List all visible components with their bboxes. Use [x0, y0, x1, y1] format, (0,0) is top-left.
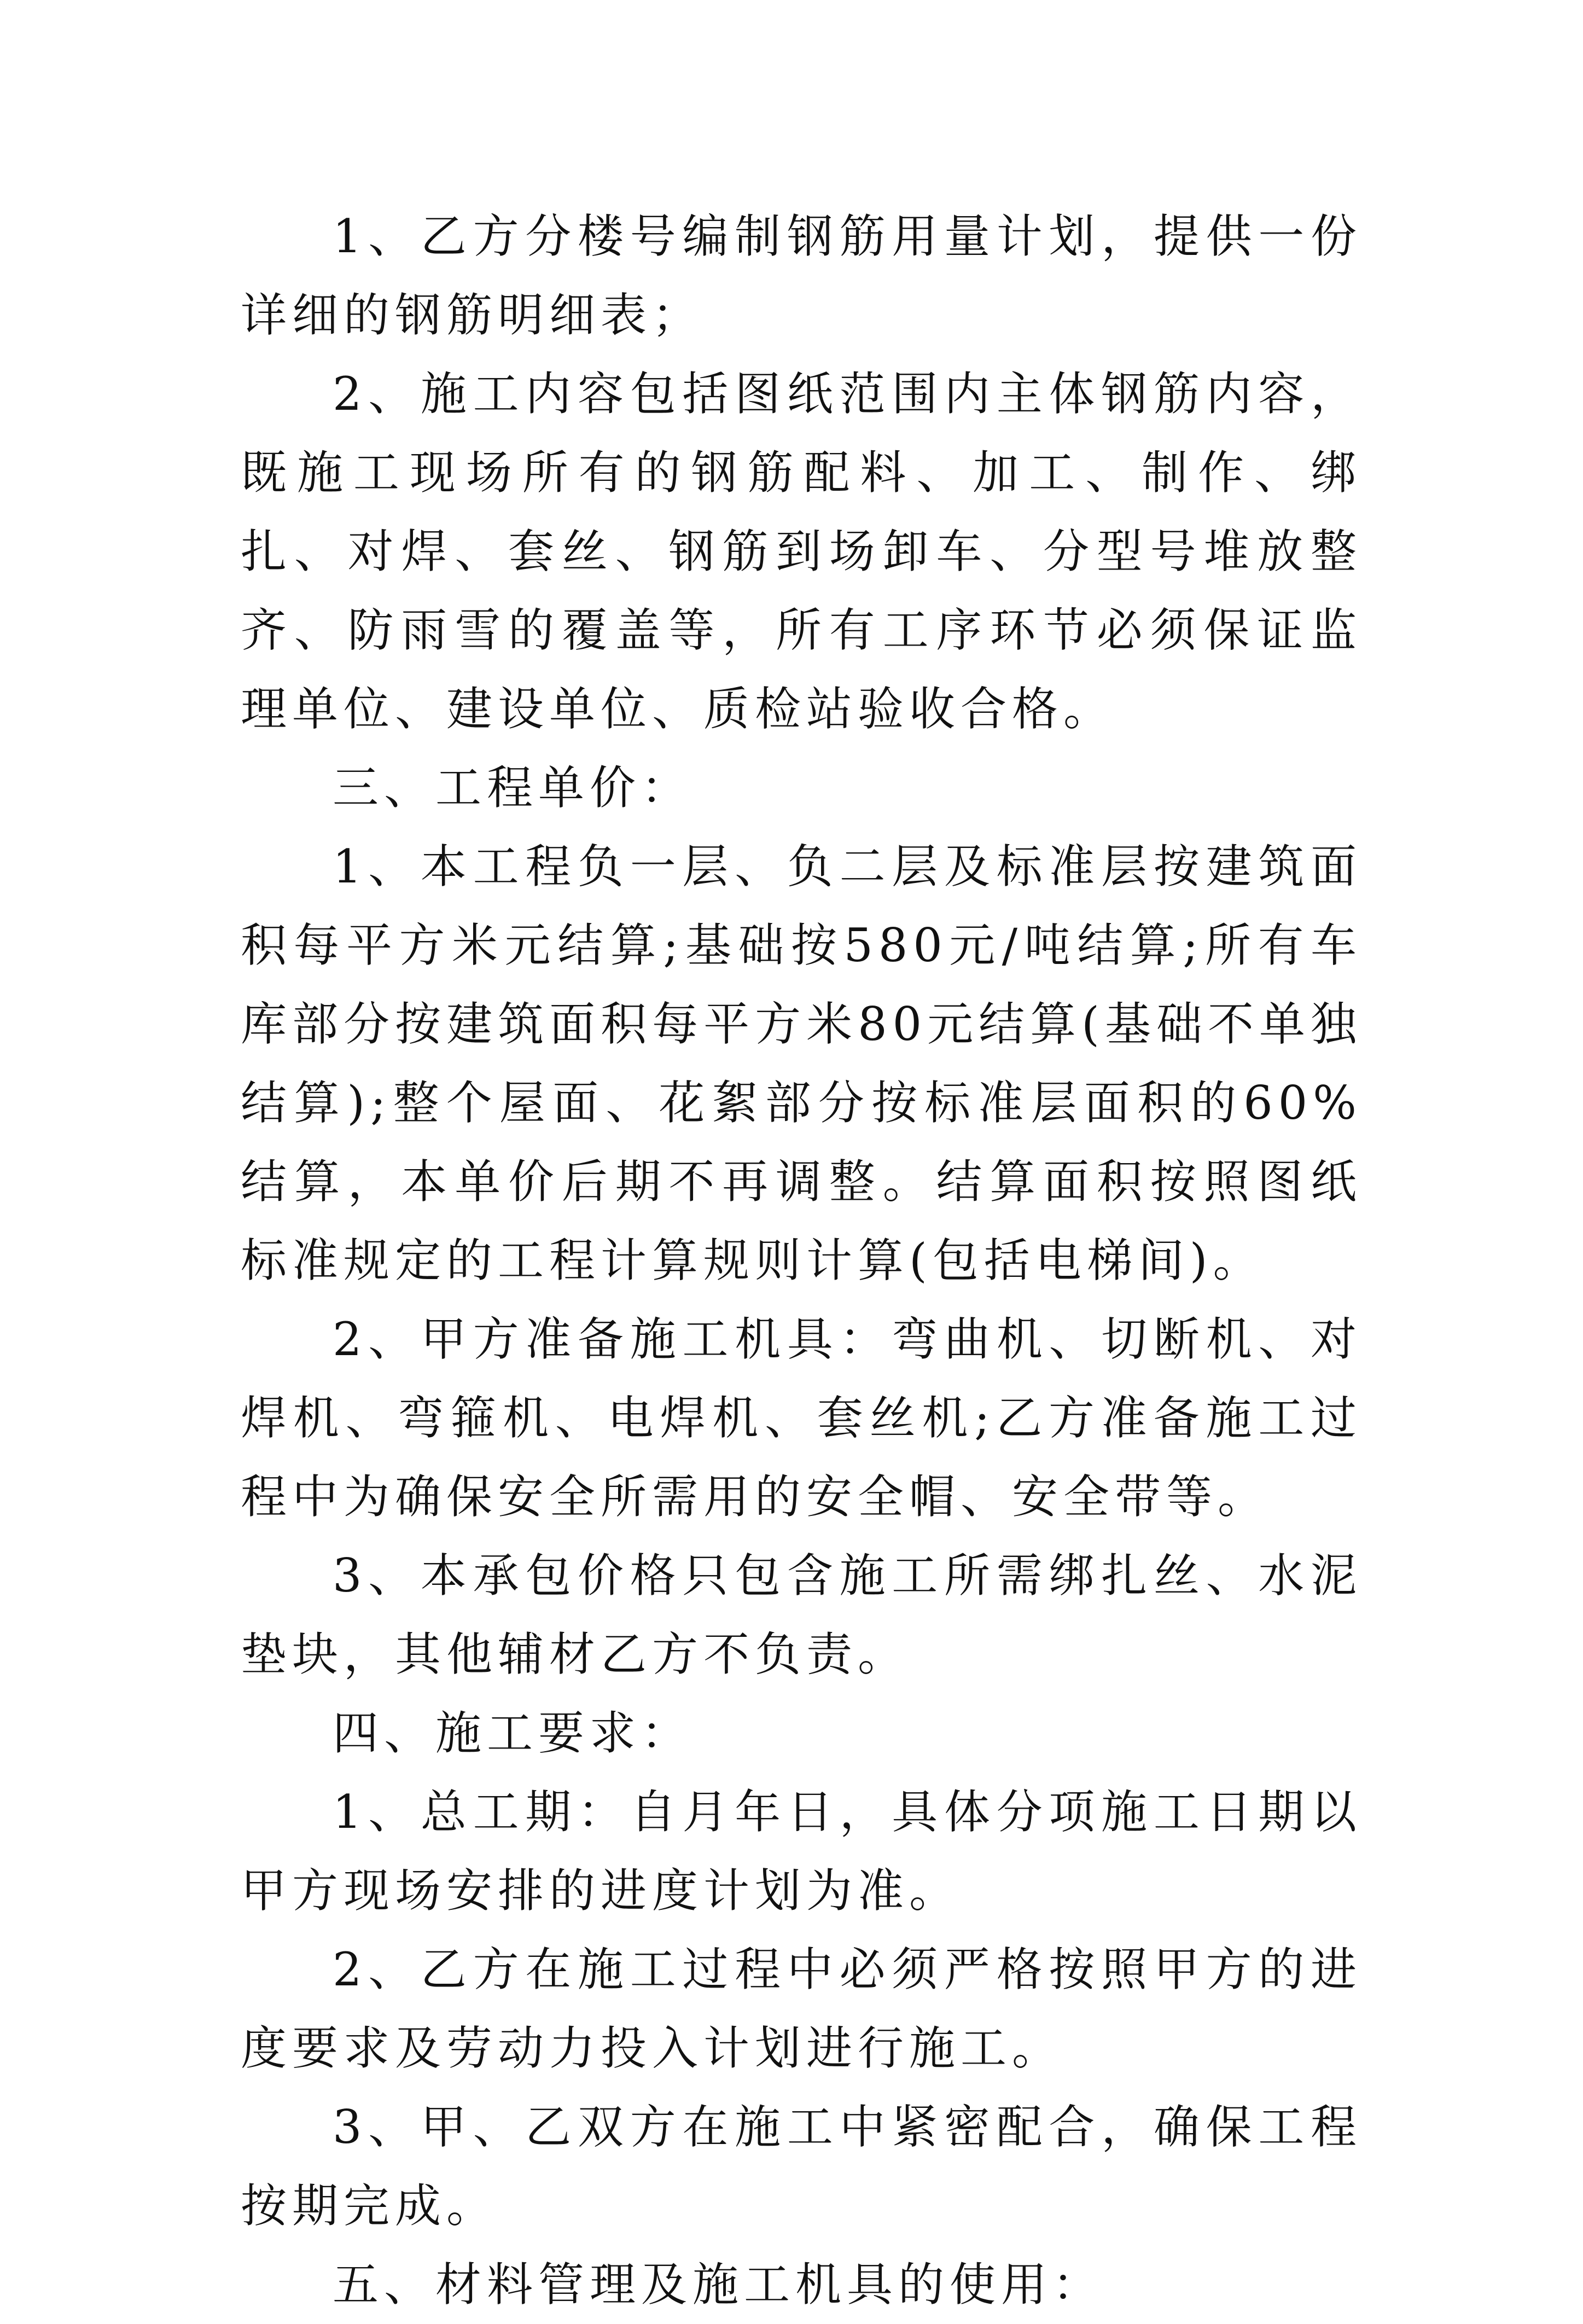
paragraph-construction-scope: 2、施工内容包括图纸范围内主体钢筋内容，既施工现场所有的钢筋配料、加工、制作、绑扎、对焊、套丝、钢筋到场卸车、分型号堆放整齐、防雨雪的覆盖等，所有工序环节必须保证监理单位、建设单位、质检站验收合格。: [241, 367, 1362, 736]
paragraph-total-schedule: 1、总工期：自月年日，具体分项施工日期以甲方现场安排的进度计划为准。: [241, 1785, 1362, 1918]
document-body: [241, 197, 1362, 2324]
paragraph-equipment: 2、甲方准备施工机具：弯曲机、切断机、对焊机、弯箍机、电焊机、套丝机;乙方准备施工过程中为确保安全所需用的安全帽、安全带等。: [241, 1312, 1362, 1524]
section-heading-construction-requirements: 四、施工要求：: [333, 1706, 693, 1760]
paragraph-settlement-terms: 1、本工程负一层、负二层及标准层按建筑面积每平方米元结算;基础按580元/吨结算;所有车库部分按建筑面积每平方米80元结算(基础不单独结算);整个屋面、花絮部分按标准层面积的60%结算，本单价后期不再调整。结算面积按照图纸标准规定的工程计算规则计算(包括电梯间)。: [241, 840, 1362, 1287]
paragraph-rebar-plan: 1、乙方分楼号编制钢筋用量计划，提供一份详细的钢筋明细表；: [241, 210, 1362, 342]
paragraph-progress-requirement: 2、乙方在施工过程中必须严格按照甲方的进度要求及劳动力投入计划进行施工。: [241, 1943, 1362, 2075]
section-heading-materials-management: 五、材料管理及施工机具的使用：: [333, 2258, 1104, 2311]
paragraph-cooperation: 3、甲、乙双方在施工中紧密配合，确保工程按期完成。: [241, 2100, 1362, 2233]
section-heading-unit-price: 三、工程单价：: [333, 761, 693, 815]
paragraph-contract-price-scope: 3、本承包价格只包含施工所需绑扎丝、水泥垫块，其他辅材乙方不负责。: [241, 1549, 1362, 1681]
